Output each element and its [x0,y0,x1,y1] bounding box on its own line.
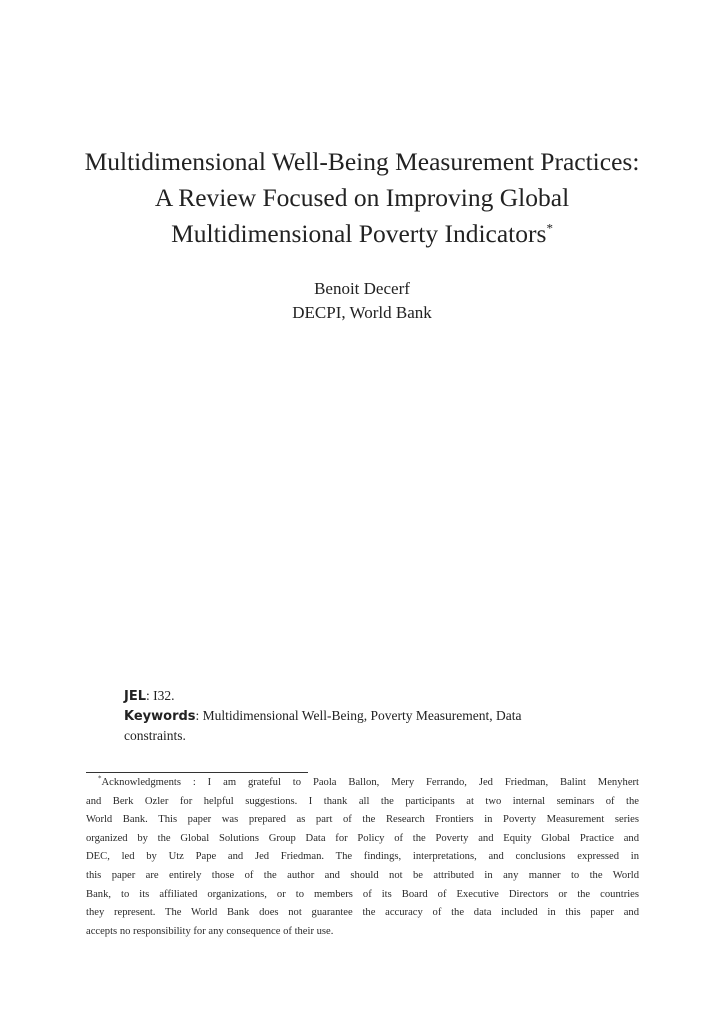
title-line-3-text: Multidimensional Poverty Indicators [171,219,547,248]
jel-label: JEL [124,689,147,704]
footnote-line: they represent. The World Bank does not guarantee the accuracy of the data included in this paper and [86,907,639,919]
paper-metadata [124,686,564,745]
keywords-label: Keywords [124,709,196,724]
footnote-line-text: Acknowledgments : I am grateful to Paola Ballon, Mery Ferrando, Jed Friedman, Balint Menyhert [101,777,639,788]
footnote-rule [86,772,308,773]
title-line-3 [60,216,664,252]
footnote-line: accepts no responsibility for any consequence of their use. [86,925,334,937]
acknowledgments-footnote [86,774,639,941]
footnote-line: organized by the Global Solutions Group Data for Policy of the Poverty and Equity Global Practice and [86,832,639,844]
title-line-1: Multidimensional Well-Being Measurement Practices: [84,147,640,176]
author-name: Benoit Decerf [314,279,410,298]
footnote-mark: * [98,774,102,783]
footnote-line: this paper are entirely those of the author and should not be attributed in any manner to the World [86,869,639,881]
footnote-line [86,774,639,793]
keywords-value: : Multidimensional Well-Being, Poverty Measurement, Data [195,708,522,723]
footnote-line: DEC, led by Utz Pape and Jed Friedman. The findings, interpretations, and conclusions expressed in [86,851,639,863]
keywords-line-2: constraints. [124,728,186,743]
paper-title [60,144,664,252]
keywords-line [124,706,564,726]
footnote-line: World Bank. This paper was prepared as part of the Research Frontiers in Poverty Measurement series [86,814,639,826]
footnote-line: and Berk Ozler for helpful suggestions. I thank all the participants at two internal seminars of the [86,795,639,807]
footnote-line: Bank, to its affiliated organizations, or to members of its Board of Executive Directors or the countries [86,888,639,900]
title-line-2: A Review Focused on Improving Global [154,183,570,212]
title-footnote-mark: * [546,220,553,236]
jel-line [124,686,564,706]
jel-value: : I32. [146,688,175,703]
author-affiliation: DECPI, World Bank [292,303,432,322]
